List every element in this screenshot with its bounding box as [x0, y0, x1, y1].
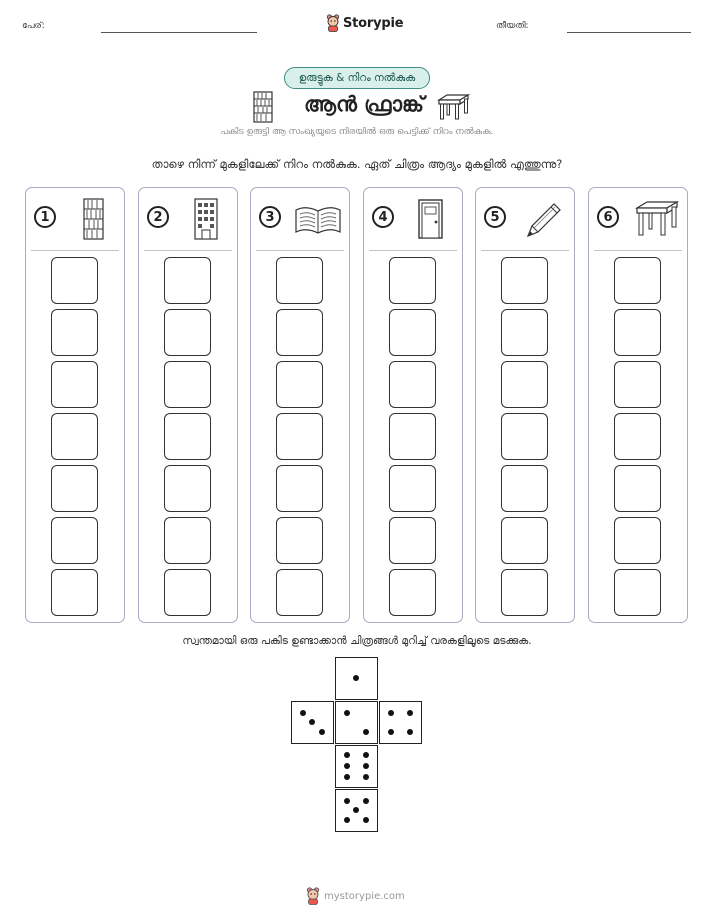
pencil-icon — [518, 196, 568, 242]
stool-icon — [631, 196, 681, 242]
die-pip — [300, 710, 306, 716]
color-box[interactable] — [389, 361, 436, 408]
color-box[interactable] — [614, 257, 661, 304]
die-pip — [363, 729, 369, 735]
stool-icon — [436, 93, 470, 121]
color-box[interactable] — [614, 361, 661, 408]
color-box[interactable] — [501, 517, 548, 564]
die-pip — [363, 774, 369, 780]
color-box[interactable] — [501, 465, 548, 512]
color-box[interactable] — [389, 465, 436, 512]
die-pip — [353, 807, 359, 813]
column-2 — [138, 187, 238, 623]
die-face-3 — [291, 701, 334, 744]
color-box[interactable] — [51, 309, 98, 356]
color-box[interactable] — [614, 517, 661, 564]
die-face-1 — [335, 657, 378, 700]
color-box[interactable] — [51, 413, 98, 460]
bookshelf-icon — [68, 196, 118, 242]
die-pip — [344, 752, 350, 758]
color-box[interactable] — [389, 413, 436, 460]
column-6 — [588, 187, 688, 623]
footer — [306, 886, 405, 906]
color-box[interactable] — [501, 413, 548, 460]
column-number: 1 — [34, 206, 56, 228]
color-box[interactable] — [276, 465, 323, 512]
die-face-6 — [335, 745, 378, 788]
date-label: തീയതി: — [496, 21, 529, 31]
die-pip — [344, 817, 350, 823]
color-box[interactable] — [614, 465, 661, 512]
color-box[interactable] — [389, 309, 436, 356]
column-divider — [369, 250, 457, 251]
color-box[interactable] — [389, 517, 436, 564]
color-box[interactable] — [389, 569, 436, 616]
mascot-icon — [326, 14, 340, 32]
column-number: 6 — [597, 206, 619, 228]
color-box[interactable] — [614, 569, 661, 616]
column-number: 2 — [147, 206, 169, 228]
column-5 — [475, 187, 575, 623]
color-box[interactable] — [501, 257, 548, 304]
color-box[interactable] — [164, 361, 211, 408]
color-box[interactable] — [51, 465, 98, 512]
color-box[interactable] — [164, 257, 211, 304]
color-box[interactable] — [614, 413, 661, 460]
color-box[interactable] — [51, 361, 98, 408]
footer-url[interactable]: mystorypie.com — [324, 890, 405, 902]
die-pip — [344, 774, 350, 780]
column-number: 3 — [259, 206, 281, 228]
bookshelf-icon — [252, 91, 274, 123]
die-pip — [388, 729, 394, 735]
die-face-2 — [335, 701, 378, 744]
die-pip — [363, 752, 369, 758]
building-icon — [181, 196, 231, 242]
color-box[interactable] — [51, 517, 98, 564]
column-divider — [256, 250, 344, 251]
color-box[interactable] — [276, 361, 323, 408]
die-pip — [388, 710, 394, 716]
color-box[interactable] — [276, 413, 323, 460]
column-4 — [363, 187, 463, 623]
color-box[interactable] — [164, 413, 211, 460]
color-box[interactable] — [276, 517, 323, 564]
storypie-logo — [326, 12, 403, 34]
color-box[interactable] — [164, 569, 211, 616]
color-box[interactable] — [276, 257, 323, 304]
color-box[interactable] — [164, 309, 211, 356]
instruction: താഴെ നിന്ന് മുകളിലേക്ക് നിറം നൽകുക. ഏത് ചിത്രം ആദ്യം മുകളിൽ എത്തുന്നു? — [151, 157, 563, 171]
die-pip — [363, 798, 369, 804]
color-box[interactable] — [501, 309, 548, 356]
color-box[interactable] — [164, 465, 211, 512]
die-pip — [319, 729, 325, 735]
die-face-5 — [335, 789, 378, 832]
die-pip — [309, 719, 315, 725]
die-pip — [363, 817, 369, 823]
cut-instruction: സ്വന്തമായി ഒരു പകിട ഉണ്ടാക്കാൻ ചിത്രങ്ങൾ മുറിച്ച് വരകളിലൂടെ മടക്കുക. — [182, 635, 532, 647]
die-pip — [344, 710, 350, 716]
color-box[interactable] — [51, 569, 98, 616]
color-box[interactable] — [51, 257, 98, 304]
column-3 — [250, 187, 350, 623]
page-title: ആൻ ഫ്രാങ്ക് — [304, 92, 424, 116]
door-icon — [406, 196, 456, 242]
die-pip — [353, 675, 359, 681]
date-line — [567, 32, 691, 33]
page-subtitle: പകിട ഉരുട്ടി ആ സംഖ്യയുടെ നിരയിൽ ഒരു പെട്ടിക്ക് നിറം നൽകുക. — [220, 127, 494, 137]
die-pip — [407, 710, 413, 716]
activity-pill: ഉരുട്ടുക & നിറം നൽകുക — [284, 67, 430, 89]
color-box[interactable] — [389, 257, 436, 304]
color-box[interactable] — [164, 517, 211, 564]
column-number: 5 — [484, 206, 506, 228]
die-pip — [407, 729, 413, 735]
mascot-icon — [306, 887, 320, 905]
die-face-4 — [379, 701, 422, 744]
color-box[interactable] — [276, 309, 323, 356]
column-1 — [25, 187, 125, 623]
column-divider — [594, 250, 682, 251]
color-box[interactable] — [501, 569, 548, 616]
die-pip — [363, 763, 369, 769]
column-divider — [481, 250, 569, 251]
name-label: പേര്: — [22, 21, 45, 31]
brand-name: Storypie — [343, 15, 404, 31]
die-pip — [344, 798, 350, 804]
color-box[interactable] — [501, 361, 548, 408]
color-box[interactable] — [614, 309, 661, 356]
column-number: 4 — [372, 206, 394, 228]
die-pip — [344, 763, 350, 769]
open-book-icon — [293, 196, 343, 242]
column-divider — [31, 250, 119, 251]
name-line — [101, 32, 257, 33]
color-box[interactable] — [276, 569, 323, 616]
column-divider — [144, 250, 232, 251]
